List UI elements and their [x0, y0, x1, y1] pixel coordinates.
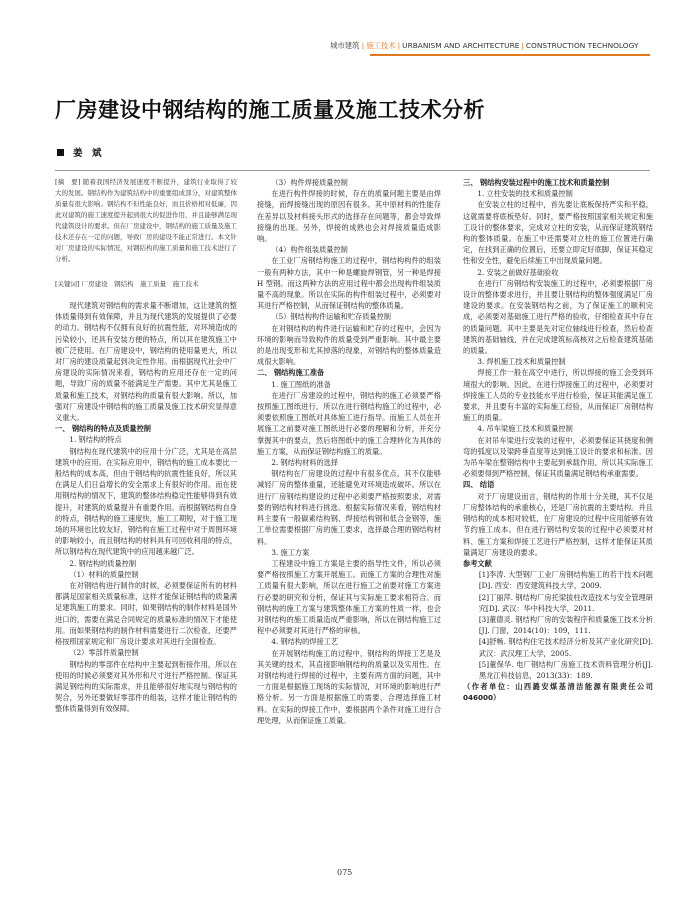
author-bullet-icon	[57, 149, 64, 156]
intro-paragraph: 现代建筑对钢结构的需求量不断增加，这让建筑的整体质量得到有效保障，并且为现代建筑的发展提供了必要的动力。钢结构不仅拥有良好的抗震性能，对环境造成的污染较小，还具有安装方便的特点，所以其在建筑施工中被广泛使用。在厂房建设中，钢结构的使用量更大，所以对厂房的建设质量起到决定性作用。而根据现代社会中厂房建设的实际情况来看，钢结构的应用还存在一定的问题，导致厂房的质量不能满足生产需要。其中尤其是施工质量和施工技术，对钢结构的质量有很大影响。所以，加强对厂房建设中钢结构的施工质量及施工技术研究显得意义重大。	[55, 301, 237, 423]
subsection-heading: 2. 安装之前做好基础验收	[477, 267, 559, 277]
reference-item: [2]丁丽萍. 钢结构厂房托梁拔柱改造技术与安全管理研究[D]. 武汉：华中科技大学，2011.	[478, 592, 653, 613]
sub-item-heading: （3）构件焊接质量控制	[271, 178, 348, 187]
keywords: [关键词] 厂房建设 钢结构 施工质量 施工技术	[55, 280, 199, 288]
sub-item-heading: （5）钢结构构件运输和贮存质量控制	[271, 312, 391, 322]
paragraph: 在进行构件焊接的时候，存在的质量问题主要是由焊接缝，而焊接缝出现的原因有很多。其中原材料的性能存在差异以及材料接头形式的选择存在问题等，都会导致焊接缝的出现。另外，焊接的成熟也会对焊接质量造成影响。	[257, 189, 441, 244]
reference-item: [5]董保华. 电厂钢结构厂房施工技术资料管理分析[J]. 黑龙江科技信息，2013(33)：189.	[478, 659, 653, 680]
header-cn-section-b: 施工技术	[366, 41, 396, 50]
subsection-heading: 1. 施工图纸的准备	[271, 379, 331, 389]
paragraph: 钢结构在厂房建设的过程中有很多优点，其不仅能够减轻厂房的整体重量，还能避免对环境造成破坏。所以在进行厂房钢结构建设的过程中必须要严格按照要求，对需要的钢结构材料进行挑选。根据实际情况来看，钢结构材料主要有一般碳素结构钢、焊接结构钢和低合金钢等，施工单位需要根据厂房的施工要求，选择最合理的钢结构材料。	[257, 469, 441, 546]
subsection-heading: 1. 立柱安装的技术和质量控制	[477, 189, 573, 199]
article-title: 厂房建设中钢结构的施工质量及施工技术分析	[55, 98, 485, 122]
reference-item: [4]舒畅. 钢结构住宅技术经济分析及其产业化研究[D]. 武汉：武汉理工大学，2005.	[478, 637, 653, 658]
subsection-1-2-heading: 2. 钢结构的质量控制	[69, 558, 137, 568]
abstract: [摘 要] 随着我国经济发展速度不断提升，建筑行业取得了较大的发展。钢结构作为建筑结构中的重要组成部分，对建筑整体质量有很大影响。钢结构不但性能良好，而且价格相对低廉，因此对建筑的施工速度提升起到很大的促进作用，并且能够满足现代建筑设计的要求。但在厂房建设中，钢结构的施工质量及施工技术还存在一定的问题，导致厂房的建设不能正常进行。本文针对厂房建设的实际情况，对钢结构的施工质量和施工技术进行了分析。	[55, 178, 237, 263]
sub-item-heading: （4）构件组装质量控制	[271, 245, 348, 255]
references-heading: 参考文献	[463, 558, 492, 568]
header-en-section-b: CONSTRUCTION TECHNOLOGY	[525, 41, 639, 50]
column-1	[55, 177, 237, 715]
paragraph: 焊接工作一般在高空中进行，所以焊接的施工会受到环境很大的影响。因此，在进行焊接施工的过程中，必须要对焊接施工人员的专业技能水平进行检验，保证其能满足施工要求，并且要有丰富的实际施工经验，从而保证厂房钢结构施工的质量。	[463, 368, 653, 423]
reference-item: [3]董德灵. 钢结构厂房的安装程序和质量施工技术分析[J]. 门窗，2014(10)：109，111.	[478, 614, 653, 636]
sub-item-heading: （2）零部件质量控制	[69, 648, 139, 658]
author-affiliation: （作者单位：山西潞安煤基清洁能源有限责任公司 046000）	[463, 682, 653, 703]
column-2	[257, 177, 441, 726]
reference-item: [1]李涛. 大型钢厂工业厂房钢结构施工的若干技术问题[D]. 西安：西安建筑科技大学，2009.	[478, 570, 653, 591]
paragraph: 在进行厂房建设的过程中，钢结构的施工必须要严格按照施工图纸进行，所以在进行钢结构施工的过程中，必须要依照施工图纸对具体施工进行指导。而施工人员在开展施工之前要对施工图纸进行必要的理解和分析，并充分掌握其中的要点，然后将图纸中的施工合理转化为具体的施工方案，从而保证钢结构施工的质量。	[257, 390, 441, 456]
conclusion-paragraph: 对于厂房建设而言，钢结构的作用十分关键，其不仅是厂房整体结构的承重核心，还是厂房抗震的主要结构。并且钢结构的成本相对较低，在厂房建设的过程中应用能够有效节约施工成本。但在进行钢结构安装的过程中必须要对材料、施工方案和焊接工艺进行严格控制，这样才能保证其质量满足厂房建设的要求。	[463, 491, 653, 557]
title-divider	[55, 170, 650, 171]
header-en-section-a: URBANISM AND ARCHITECTURE	[402, 41, 520, 50]
paragraph: 在工业厂房钢结构施工的过程中，钢结构构件的组装一般有两种方法，其中一种是螺旋焊钢管，另一种是焊接 H 型钢。而这两种方法的应用过程中都会出现构件组装质量不高的现象。所以在实际的构件组装过程中，必须要对其进行严格控制，从而保证钢结构的整体质量。	[257, 256, 441, 311]
subsection-heading: 3. 焊机施工技术和质量控制	[477, 357, 566, 367]
running-header: 城市建筑 | 施工技术 | URBANISM AND ARCHITECTURE | CONSTRUCTION TECHNOLOGY	[330, 41, 639, 50]
paragraph: 钢结构的零部件在结构中主要起到衔接作用，所以在使用的时候必须要对其外形和尺寸进行严格控制。保证其满足钢结构的实际需求，并且能够很好地实现与钢结构的契合，另外还要做好零部件的组装，这样才能让钢结构的整体质量得到有效保障。	[55, 659, 237, 714]
author-name: 姜 斌	[73, 148, 102, 159]
sub-item-heading: （1）材料的质量控制	[69, 569, 139, 579]
column-3	[463, 177, 653, 704]
paragraph: 工程建设中施工方案是主要的指导性文件，所以必须要严格按照施工方案开展施工。而施工方案的合理性对施工质量有很大影响，所以在进行施工之前要对施工方案进行必要的研究和分析，保证其与实际施工要求相符合。而钢结构的施工方案与建筑整体施工方案的性质一样，也会对钢结构的施工质量造成严重影响，所以在钢结构施工过程中必须要对其进行严格的审核。	[257, 558, 441, 636]
subsection-1-1-heading: 1. 钢结构的特点	[69, 435, 122, 445]
section-1-heading: 一、 钢结构的特点及质量控制	[55, 424, 151, 434]
subsection-heading: 3. 施工方案	[271, 547, 310, 557]
paragraph: 在对钢结构进行制作的时候，必须要保证所有的材料都满足国家相关质量标准，这样才能保证钢结构的质量满足建筑施工的要求。同时，如果钢结构的制作材料是国外进口的，需要在满足合同规定的质量标准的情况下才能使用。而如果钢结构的制作材料需要进行二次检查，还要严格按照国家规定和厂房设计要求对其进行全面检查。	[55, 581, 237, 647]
page-number: 075	[337, 868, 353, 877]
author-line	[57, 145, 102, 159]
header-rule	[370, 54, 650, 56]
subsection-heading: 2. 钢结构材料的选择	[271, 458, 339, 468]
subsection-heading: 4. 吊车梁施工技术和质量控制	[477, 424, 573, 434]
subsection-heading: 4. 钢结构的焊接工艺	[271, 637, 339, 647]
section-2-heading: 二、 钢结构施工准备	[257, 368, 325, 378]
paragraph: 在对钢结构的构件进行运输和贮存的过程中，会因为环境的影响而导致构件的质量受到严重影响。其中最主要的是出现变形和尤其掉落的现象，对钢结构的整体质量造成很大影响。	[257, 323, 441, 367]
header-cn-section-a: 城市建筑	[330, 41, 360, 50]
paragraph: 钢结构在现代建筑中的应用十分广泛，尤其是在高层建筑中的应用。在实际应用中，钢结构的施工成本要比一般结构的成本高，但由于钢结构的抗震性能良好，所以其在满足人们日益增长的安全需求上有很好的作用。而在使用钢结构的情况下，建筑的整体结构稳定性能够得到有效提升，对建筑的质量提升有重要作用。而根据钢结构自身的特点，钢结构的施工速度快，施工工期短，对于施工现场的环境也比较友好，钢结构在施工过程中对于周围环境的影响较小，而且钢结构的材料具有可回收利用的特点，所以钢结构在现代建筑中的应用越来越广泛。	[55, 446, 237, 557]
paragraph: 在安装立柱的过程中，首先要让底板保持严实和平稳，这就需要将底板垫好。同时，要严格按照国家相关规定和施工设计的整体要求，完成对立柱的安装，从而保证建筑钢结构的整体质量。在施工中还需要对立柱的施工位置进行确定，在找到正确的位置后，还要立即定好底脚，保证其稳定性和安全性，避免后续施工中出现质量问题。	[463, 200, 653, 266]
paragraph: 在对吊车梁进行安装的过程中，必须要保证其挠度和侧弯的弧度以及梁跨垂直度等达到施工设计的要求和标准。因为吊车梁在整钢结构中主要起到承载作用，所以其实际施工必须要得到严格控制，保证其质量满足钢结构承重需要。	[463, 435, 653, 479]
paragraph: 在开展钢结构施工的过程中，钢结构的焊接工艺是及其关键的技术，其直接影响钢结构的质量以及实用性。在对钢结构进行焊接的过程中，主要有两方面的问题，其中一方面是根据施工现场的实际情况，对环境的影响进行严格分析。另一方面是根据施工的需要，合理选择施工材料。在实际的焊接工作中，要根据两个条件对施工进行合理处理，从而保证施工质量。	[257, 648, 441, 725]
section-3-heading: 三、 钢结构安装过程中的施工技术和质量控制	[463, 178, 610, 187]
section-4-heading: 四、 结语	[463, 480, 495, 490]
paragraph: 在进行厂房钢结构安装施工的过程中，必须要根据厂房设计的整体要求进行，并且要让钢结构的整体强度满足厂房建设的要求。在安装钢结构之前，为了保证施工的顺利完成，必须要对基础施工进行严格的验收，仔细检查其中存在的质量问题。其中主要是先对定位轴线进行检查，然后检查建筑的基础轴线，并在完成建筑标高核对之后检查建筑基础的质量。	[463, 278, 653, 356]
